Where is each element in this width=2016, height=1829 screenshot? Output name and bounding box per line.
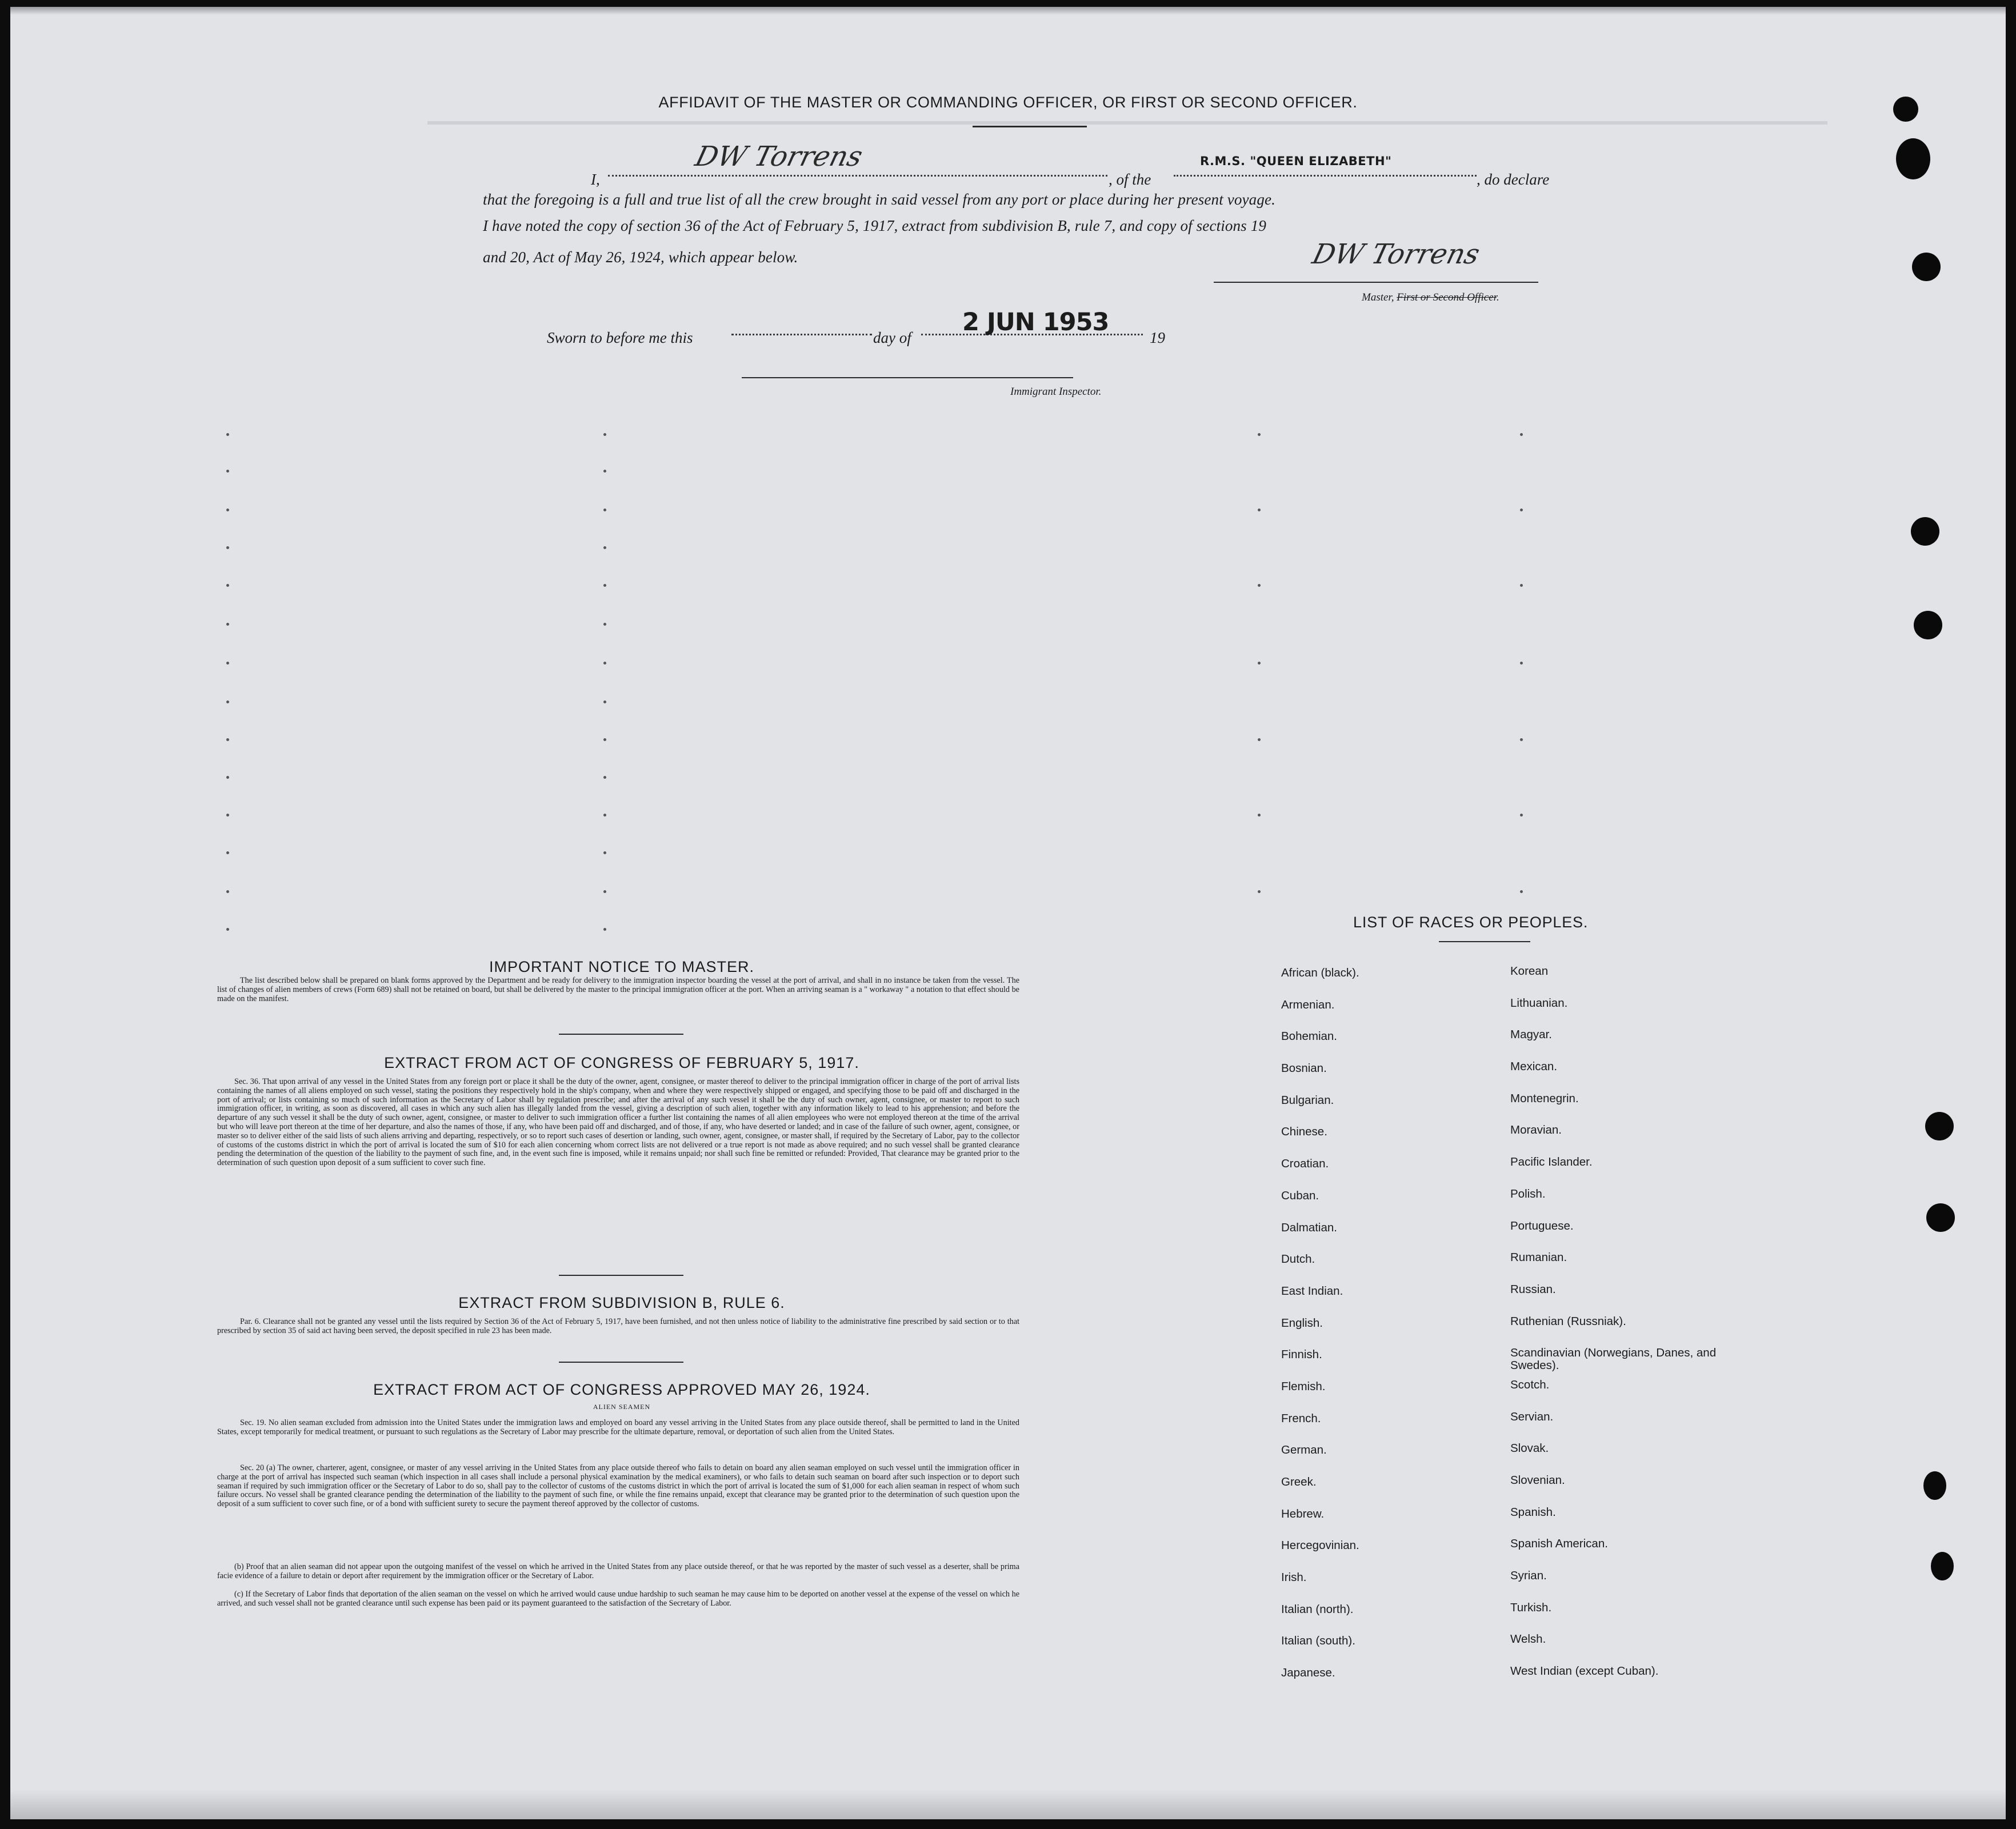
bleed-dot (226, 584, 229, 587)
race-item: Welsh. (1510, 1632, 1546, 1646)
bleed-dot (1258, 509, 1261, 511)
bleed-dot (603, 776, 606, 779)
race-item: Dutch. (1281, 1252, 1315, 1266)
bleed-dot (226, 546, 229, 549)
bleed-dot (1520, 890, 1523, 893)
race-item: Armenian. (1281, 998, 1335, 1011)
affidavit-i: I, (591, 171, 600, 188)
punch-hole (1926, 1203, 1955, 1232)
bleed-dot (226, 701, 229, 703)
race-item: Slovenian. (1510, 1474, 1565, 1487)
race-item: Croatian. (1281, 1157, 1329, 1171)
punch-hole (1923, 1471, 1946, 1500)
race-item: Syrian. (1510, 1569, 1547, 1583)
year-prefix: 19 (1150, 329, 1165, 346)
notice-divider (559, 1034, 683, 1035)
bleed-dot (603, 851, 606, 854)
punch-hole (1925, 1112, 1954, 1140)
races-underline (1439, 941, 1530, 942)
sec20c-body: (c) If the Secretary of Labor finds that deportation of the alien seaman on the vessel on which he arrived would cause undue hardship to such seaman he may cause him to be deported on another vessel at the expense of the vessel on which he arrived, and such vessel shall not be granted clearance until such expense has been paid or its payment guaranteed to the satisfaction of the Secretary of Labor. (217, 1590, 1019, 1608)
race-item: Spanish American. (1510, 1537, 1608, 1551)
bleed-dot (226, 433, 229, 436)
race-item: Bosnian. (1281, 1062, 1327, 1075)
race-item: Rumanian. (1510, 1251, 1567, 1264)
extract-1924-title: EXTRACT FROM ACT OF CONGRESS APPROVED MAY 26, 1924. (373, 1381, 870, 1398)
race-item: Japanese. (1281, 1666, 1335, 1680)
bleed-dot (603, 662, 606, 665)
master-signature-1: DW Torrens (692, 141, 866, 173)
bleed-dot (1258, 584, 1261, 587)
sworn-text: Sworn to before me this (547, 329, 693, 346)
race-item: Montenegrin. (1510, 1091, 1579, 1105)
race-item: Russian. (1510, 1282, 1556, 1296)
sec20a-body: Sec. 20 (a) The owner, charterer, agent, consignee, or master of any vessel arriving in the United States from any place outside thereof who fails to detain on board any alien seaman employed on such vessel until the immigration officer in charge at the port of arrival has inspected such seaman (which inspection in all cases shall include a personal physical examination by the medical examiners), or who fails to detain such seaman on board after such inspection or to deport such seaman if required by such immigration officer or the Secretary of Labor to do so, shall pay to the collector of customs of the customs district in which the port of arrival is located the sum of $1,000 for each alien seaman in respect of whom such failure occurs. No vessel shall be granted clearance pending the determination of the liability to the payment of such fine, or while the fine remains unpaid, except that clearance may be granted prior to the determination of such question upon the deposit of a sum sufficient to cover such fine, or of a bond with sufficient surety to secure the payment thereof approved by the collector of customs. (217, 1463, 1019, 1509)
race-item: Flemish. (1281, 1379, 1326, 1393)
race-item: Magyar. (1510, 1028, 1552, 1042)
notice-title: IMPORTANT NOTICE TO MASTER. (489, 958, 755, 975)
race-item: Bohemian. (1281, 1030, 1338, 1043)
signature-line (1214, 282, 1538, 283)
bleed-dot (1258, 890, 1261, 893)
race-item: Chinese. (1281, 1125, 1327, 1139)
bleed-dot (1520, 584, 1523, 587)
race-item: Scotch. (1510, 1378, 1550, 1391)
bleed-dot (226, 470, 229, 473)
race-item: Hercegovinian. (1281, 1539, 1359, 1552)
bleed-dot (603, 433, 606, 436)
rule6-body: Par. 6. Clearance shall not be granted any vessel until the lists required by Section 36 of the Act of February 5, 1917, have been furnished, and not then unless notice of liability to the administrative fine prescribed by said section or to that prescribed by section 35 of said act having been served, the deposit specified in rule 23 has been made. (217, 1317, 1019, 1335)
race-item: East Indian. (1281, 1284, 1343, 1298)
date-stamp: 2 JUN 1953 (962, 308, 1109, 337)
bleed-dot (603, 738, 606, 741)
bleed-dot (1520, 662, 1523, 665)
bleed-dot (603, 890, 606, 893)
race-item: Lithuanian. (1510, 996, 1568, 1010)
master-label: Master, (1362, 291, 1394, 303)
punch-hole (1911, 517, 1939, 546)
bleed-dot (1520, 814, 1523, 817)
bleed-dot (1520, 509, 1523, 511)
notice-body: The list described below shall be prepared on blank forms approved by the Department and be ready for delivery to the immigration inspector boarding the vessel at the port of arrival, and shall in no instance be taken from the vessel. The list of changes of alien members of crews (Form 689) shall not be retained on board, but shall be delivered by the master to the principal immigration officer at the port. When an arriving seaman is a " workaway " a notation to that effect should be made on the manifest. (217, 976, 1019, 1003)
inspector-line (742, 377, 1073, 378)
bleed-dot (226, 890, 229, 893)
affidavit-line-2: that the foregoing is a full and true list of all the crew brought in said vessel from any port or place during her present voyage. (483, 191, 1276, 208)
bleed-dot (603, 814, 606, 817)
bottom-edge-shadow (10, 1790, 2006, 1819)
bleed-dot (603, 509, 606, 511)
bleed-dot (226, 851, 229, 854)
race-item: African (black). (1281, 966, 1359, 979)
bleed-dot (603, 584, 606, 587)
race-item: Turkish. (1510, 1600, 1552, 1614)
race-item: Scandinavian (Norwegians, Danes, and Swedes). (1510, 1346, 1717, 1372)
top-edge-shadow (10, 7, 2006, 15)
race-item: Moravian. (1510, 1123, 1562, 1137)
extract-1917-title: EXTRACT FROM ACT OF CONGRESS OF FEBRUARY 5, 1917. (384, 1054, 859, 1071)
extract-1917-divider (559, 1275, 683, 1276)
race-item: Dalmatian. (1281, 1220, 1337, 1234)
bleed-dot (1258, 738, 1261, 741)
vessel-stamp: R.M.S. "QUEEN ELIZABETH" (1200, 154, 1392, 168)
race-item: French. (1281, 1411, 1321, 1425)
race-item: Slovak. (1510, 1442, 1549, 1455)
bleed-through-header (427, 121, 1827, 125)
rule6-title: EXTRACT FROM SUBDIVISION B, RULE 6. (458, 1294, 785, 1311)
race-item: Hebrew. (1281, 1507, 1325, 1520)
race-item: Polish. (1510, 1187, 1546, 1200)
sec20b-body: (b) Proof that an alien seaman did not appear upon the outgoing manifest of the vessel on which he arrived in the United States from any place outside thereof, or that he was reported by the master of such vessel as a deserter, shall be prima facie evidence of a failure to detain or deport after requirement by the immigration officer or the Secretary of Labor. (217, 1562, 1019, 1580)
master-signature-2: DW Torrens (1309, 238, 1483, 270)
race-item: Portuguese. (1510, 1219, 1574, 1232)
bleed-dot (226, 738, 229, 741)
bleed-dot (226, 776, 229, 779)
affidavit-line-3: I have noted the copy of section 36 of the Act of February 5, 1917, extract from subdivision B, rule 7, and copy of sections 19 (483, 217, 1267, 234)
title-underline (973, 126, 1087, 127)
race-item: Cuban. (1281, 1188, 1319, 1202)
race-item: Ruthenian (Russniak). (1510, 1314, 1626, 1328)
race-item: West Indian (except Cuban). (1510, 1664, 1659, 1678)
punch-hole (1912, 253, 1941, 281)
bleed-dot (226, 928, 229, 931)
races-left-column (1281, 967, 1470, 1699)
race-item: German. (1281, 1443, 1327, 1457)
race-item: Pacific Islander. (1510, 1155, 1593, 1169)
struck-officer-label: First or Second Officer (1397, 291, 1497, 303)
name-line (608, 175, 1107, 177)
bleed-dot (226, 814, 229, 817)
affidavit-title: AFFIDAVIT OF THE MASTER OR COMMANDING OFFICER, OR FIRST OR SECOND OFFICER. (658, 94, 1358, 111)
punch-hole (1896, 138, 1930, 179)
inspector-label: Immigrant Inspector. (1010, 386, 1102, 398)
bleed-dot (1258, 662, 1261, 665)
race-item: Bulgarian. (1281, 1093, 1334, 1107)
affidavit-of-the: , of the (1109, 171, 1151, 188)
race-item: Finnish. (1281, 1348, 1322, 1362)
bleed-dot (603, 701, 606, 703)
race-item: Greek. (1281, 1475, 1317, 1488)
race-item: Mexican. (1510, 1060, 1558, 1074)
day-of-text: day of (873, 329, 911, 346)
race-item: Italian (south). (1281, 1634, 1355, 1648)
bleed-dot (1258, 433, 1261, 436)
bleed-dot (226, 623, 229, 626)
bleed-dot (603, 623, 606, 626)
affidavit-line-4: and 20, Act of May 26, 1924, which appear below. (483, 249, 798, 266)
bleed-dot (226, 509, 229, 511)
sec19-body: Sec. 19. No alien seaman excluded from admission into the United States under the immigration laws and employed on board any vessel arriving in the United States from any place outside thereof, shall be permitted to land in the United States, except temporarily for medical treatment, or pursuant to such regulations as the Secretary of Labor may prescribe for the ultimate departure, removal, or deportation of such alien from the United States. (217, 1418, 1019, 1436)
race-item: Servian. (1510, 1410, 1554, 1423)
master-title: Master, First or Second Officer. (1362, 291, 1499, 303)
bleed-dot (603, 546, 606, 549)
affidavit-declare: , do declare (1477, 171, 1550, 188)
bleed-dot (603, 470, 606, 473)
punch-hole (1914, 611, 1942, 639)
bleed-dot (603, 928, 606, 931)
punch-hole (1931, 1552, 1954, 1580)
race-item: Italian (north). (1281, 1602, 1354, 1616)
bleed-dot (1258, 814, 1261, 817)
punch-hole (1893, 97, 1918, 122)
bleed-dot (1520, 738, 1523, 741)
bleed-dot (226, 662, 229, 665)
alien-seamen-subtitle: ALIEN SEAMEN (593, 1403, 651, 1411)
race-item: English. (1281, 1316, 1323, 1330)
race-item: Irish. (1281, 1571, 1307, 1584)
rule6-divider (559, 1362, 683, 1363)
sworn-day-line (731, 334, 872, 335)
manifest-page (10, 7, 2006, 1819)
races-title: LIST OF RACES OR PEOPLES. (1353, 914, 1589, 931)
bleed-dot (1520, 433, 1523, 436)
vessel-line (1174, 175, 1477, 177)
race-item: Spanish. (1510, 1505, 1556, 1519)
race-item: Korean (1510, 964, 1549, 978)
extract-1917-body: Sec. 36. That upon arrival of any vessel in the United States from any foreign port or place it shall be the duty of the owner, agent, consignee, or master thereof to deliver to the principal immigration officer in charge of the port of arrival lists containing the names of all aliens employed on such vessel, stating the positions they respectively hold in the ship's company, when and where they were respectively shipped or engaged, and specifying those to be paid off and discharged in the port of arrival; or lists containing so much of such information as the Secretary of Labor shall by regulation prescribe; and after the arrival of any such vessel it shall be the duty of such owner, agent, consignee, or master to report to such immigration officer, in writing, as soon as discovered, all cases in which any such alien has illegally landed from the vessel, giving a description of such alien, together with any information likely to lead to his apprehension; and before the departure of any such vessel it shall be the duty of such owner, agent, consignee, or master to deliver to such immigration officer a further list containing the names of all alien employees who were not employed thereon at the time of the arrival but who will leave port thereon at the time of her departure, and also the names of those, if any, who have been paid off and discharged, and of those, if any, who have deserted or landed; and in case of the failure of such owner, agent, consignee, or master so to deliver either of the said lists of such aliens arriving and departing, respectively, or so to report such cases of desertion or landing, such owner, agent, consignee, or master shall, if required by the Secretary of Labor, pay to the collector of customs of the customs district in which the port of arrival is located the sum of $10 for each alien concerning whom correct lists are not delivered or a true report is not made as above required; and no such vessel shall be granted clearance pending the determination of the question of the liability to the payment of such fine, and, in the event such fine is imposed, while it remains unpaid; nor shall such fine be remitted or refunded: Provided, That clearance may be granted prior to the determination of such question upon deposit of a sum sufficient to cover such fine. (217, 1077, 1019, 1168)
races-right-column (1510, 965, 1750, 1697)
